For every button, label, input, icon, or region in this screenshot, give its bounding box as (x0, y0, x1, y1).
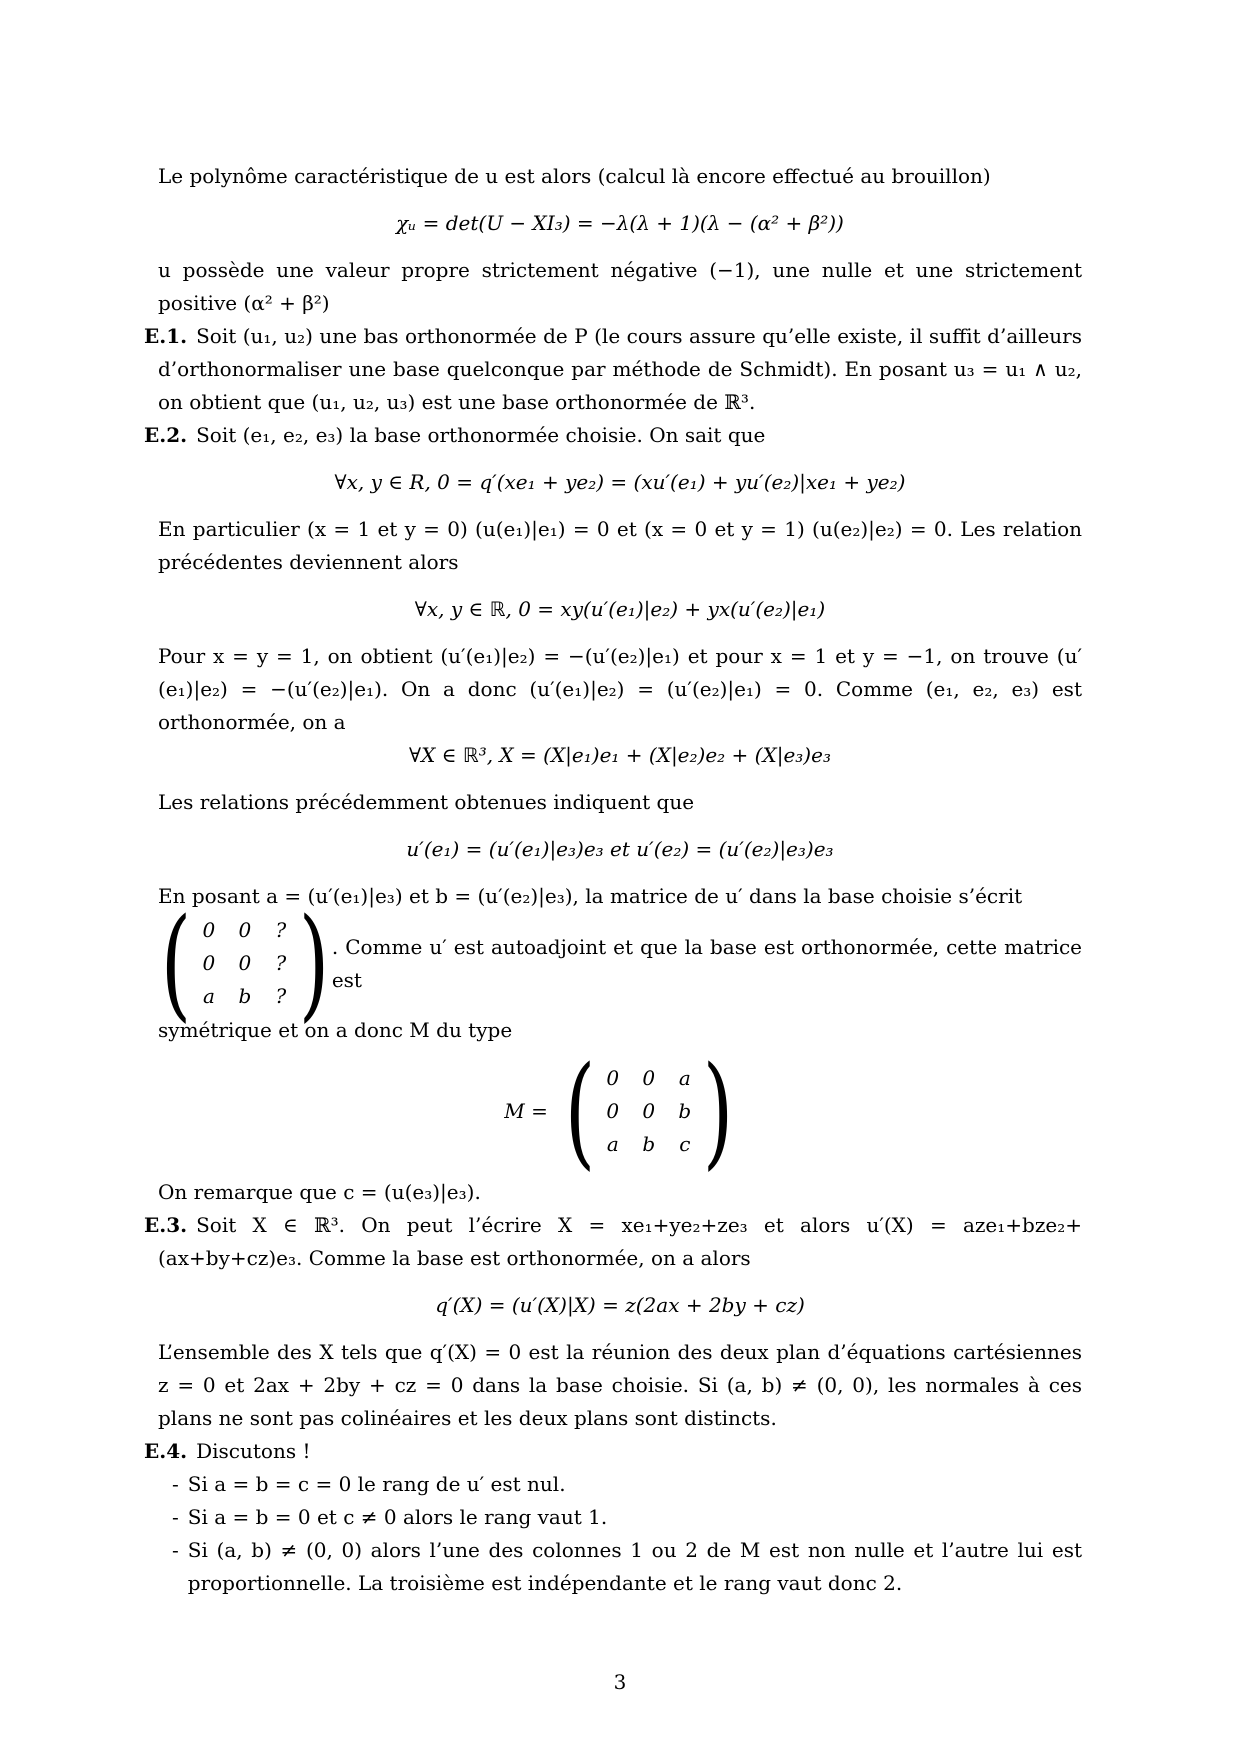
matrix-M (562, 1040, 736, 1182)
page-number: 3 (613, 1670, 627, 1694)
matrix-cell: b (642, 1132, 656, 1156)
matrix-cell: a (202, 984, 215, 1008)
intro-paragraph: Le polynôme caractéristique de u est alors (calcul là encore effectué au brouillon) (158, 164, 991, 188)
equation-uprime-e1-e2: u′(e₁) = (u′(e₁)|e₃)e₃ et u′(e₂) = (u′(e₂)|e₃)e₃ (406, 837, 834, 861)
list-item (158, 1501, 1082, 1534)
list-item-text: Si a = b = c = 0 le rang de u′ est nul. (187, 1472, 566, 1496)
item-e3-text: Soit X ∈ ℝ³. On peut l’écrire X = xe₁+ye₂+ze₃ et alors u′(X) = aze₁+bze₂+(ax+by+cz)e₃. Comme la base est orthonormée, on a alors (158, 1213, 1082, 1270)
matrix-cell: 0 (238, 951, 252, 975)
matrix-cell: b (238, 984, 252, 1008)
matrix-cell: ? (275, 951, 287, 975)
posant-paragraph-line1: En posant a = (u′(e₁)|e₃) et b = (u′(e₂)|e₃), la matrice de u′ dans la base choisie s’écrit (158, 884, 1023, 908)
list-item (158, 1534, 1082, 1600)
matrix-cell: ? (275, 984, 287, 1008)
matrix-cell: b (678, 1099, 692, 1123)
item-e1-label: E.1. (144, 324, 188, 348)
list-item (158, 1468, 1082, 1501)
dash-marker: - (172, 1472, 179, 1496)
posant-paragraph-line3: symétrique et on a donc M du type (158, 1018, 513, 1042)
item-e1-text: Soit (u₁, u₂) une bas orthonormée de P (le cours assure qu’elle existe, il suffit d’ailleurs d’orthonormaliser une base quelconque par méthode de Schmidt). En posant u₃ = u₁ ∧ u₂, on obtient que (u₁, u₂, u₃) est une base orthonormée de ℝ³. (158, 324, 1082, 414)
remarque-paragraph: On remarque que c = (u(e₃)|e₃). (158, 1180, 481, 1204)
equation-qprime-X: q′(X) = (u′(X)|X) = z(2ax + 2by + cz) (435, 1293, 805, 1317)
left-paren-glyph: ( (160, 892, 192, 1034)
pour-paragraph: Pour x = y = 1, on obtient (u′(e₁)|e₂) = −(u′(e₂)|e₁) et pour x = 1 et y = −1, on trouve (u′(e₁)|e₂) = −(u′(e₂)|e₁). On a donc (u′(e₁)|e₂) = (u′(e₂)|e₁) = 0. Comme (e₁, e₂, e₃) est orthonormée, on a (158, 644, 1082, 734)
matrix-cell: 0 (606, 1066, 620, 1090)
matrix-cell: a (678, 1066, 691, 1090)
equation-matrix-M (158, 1040, 1082, 1182)
matrix-M-lhs: M = (504, 1099, 548, 1123)
discussion-list (158, 1468, 1082, 1600)
ensemble-paragraph: L’ensemble des X tels que q′(X) = 0 est la réunion des deux plan d’équations cartésiennes z = 0 et 2ax + 2by + cz = 0 dans la base choisie. Si (a, b) ≠ (0, 0), les normales à ces plans ne sont pas colinéaires et les deux plans sont distincts. (158, 1340, 1082, 1430)
matrix-unknown-grid (194, 915, 296, 1012)
right-paren-glyph: ) (298, 892, 330, 1034)
list-item-text: Si (a, b) ≠ (0, 0) alors l’une des colonnes 1 ou 2 de M est non nulle et l’autre lui est proportionnelle. La troisième est indépendante et le rang vaut donc 2. (187, 1538, 1082, 1595)
equation-q-bilinear: ∀x, y ∈ R, 0 = q′(xe₁ + ye₂) = (xu′(e₁) + yu′(e₂)|xe₁ + ye₂) (334, 470, 906, 494)
matrix-cell: 0 (606, 1099, 620, 1123)
item-e2-text: Soit (e₁, e₂, e₃) la base orthonormée choisie. On sait que (196, 423, 766, 447)
matrix-cell: 0 (202, 918, 216, 942)
matrix-unknown (158, 892, 332, 1034)
posant-paragraph-line2: . Comme u′ est autoadjoint et que la base est orthonormée, cette matrice est (331, 934, 1082, 992)
list-item-text: Si a = b = 0 et c ≠ 0 alors le rang vaut 1. (187, 1505, 608, 1529)
particulier-paragraph: En particulier (x = 1 et y = 0) (u(e₁)|e₁) = 0 et (x = 0 et y = 1) (u(e₂)|e₂) = 0. Les relation précédentes deviennent alors (158, 517, 1082, 574)
dash-marker: - (172, 1538, 179, 1562)
item-e3 (144, 1209, 1082, 1275)
matrix-cell: 0 (238, 918, 252, 942)
eigenvalues-paragraph: u possède une valeur propre strictement négative (−1), une nulle et une strictement positive (α² + β²) (158, 258, 1082, 315)
content-column (144, 160, 1082, 1600)
item-e4 (144, 1435, 1082, 1468)
equation-characteristic-polynomial: χᵤ = det(U − XI₃) = −λ(λ + 1)(λ − (α² + β²)) (396, 211, 844, 235)
matrix-cell: c (679, 1132, 691, 1156)
matrix-cell: 0 (642, 1099, 656, 1123)
matrix-cell: ? (275, 918, 287, 942)
item-e2 (144, 419, 1082, 452)
item-e2-label: E.2. (144, 423, 188, 447)
matrix-cell: 0 (202, 951, 216, 975)
item-e3-label: E.3. (144, 1213, 188, 1237)
matrix-M-grid (598, 1063, 700, 1160)
matrix-cell: 0 (642, 1066, 656, 1090)
dash-marker: - (172, 1505, 179, 1529)
equation-decomposition-X: ∀X ∈ ℝ³, X = (X|e₁)e₁ + (X|e₂)e₂ + (X|e₃)e₃ (409, 743, 831, 767)
left-paren-glyph: ( (564, 1040, 596, 1182)
item-e1 (144, 320, 1082, 419)
matrix-cell: a (606, 1132, 619, 1156)
item-e4-label: E.4. (144, 1439, 188, 1463)
relations-paragraph: Les relations précédemment obtenues indiquent que (158, 790, 695, 814)
right-paren-glyph: ) (702, 1040, 734, 1182)
equation-xy-relation: ∀x, y ∈ ℝ, 0 = xy(u′(e₁)|e₂) + yx(u′(e₂)|e₁) (414, 597, 826, 621)
item-e4-text: Discutons ! (196, 1439, 311, 1463)
